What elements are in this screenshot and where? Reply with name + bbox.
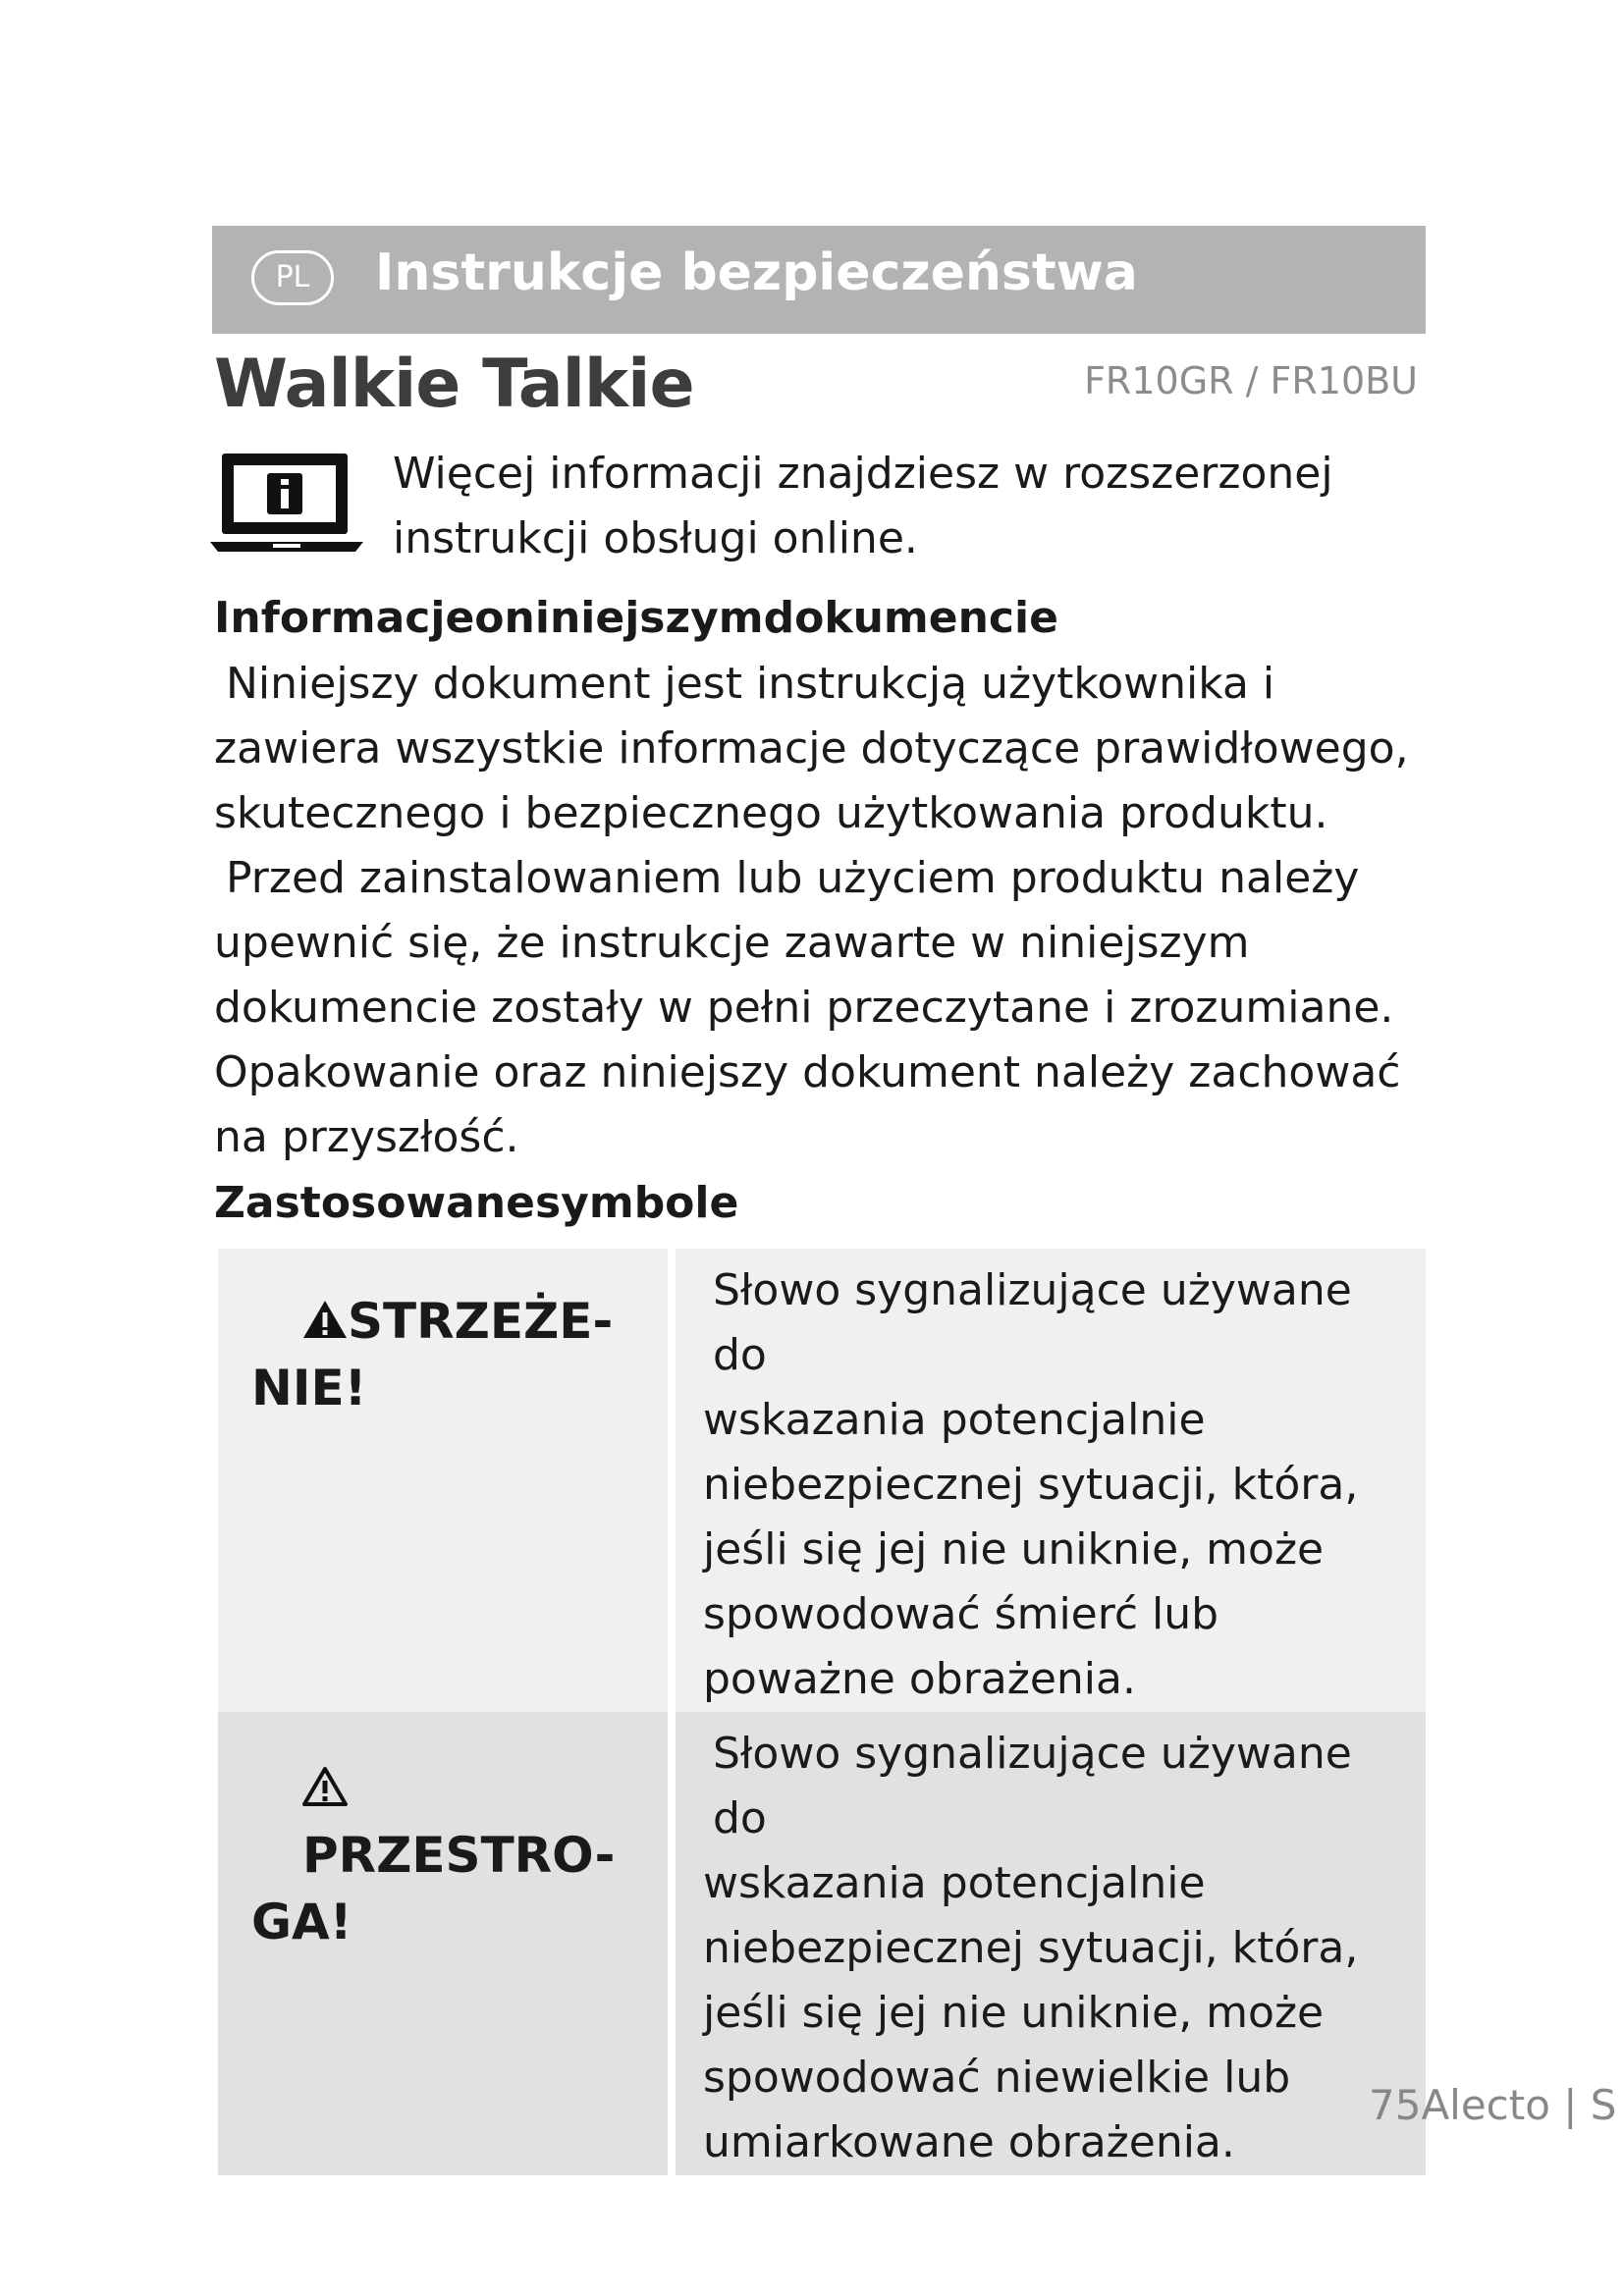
laptop-info-icon	[210, 450, 363, 558]
symbol-desc-warning-first: Słowo sygnalizujące używane do	[713, 1265, 1352, 1380]
symbols-table	[218, 1249, 1426, 2175]
header-title: Instrukcje bezpieczeństwa	[375, 243, 1138, 302]
about-document-paragraph-2: Przed zainstalowaniem lub użyciem produktu należy upewnić się, że instrukcje zawarte w niniejszym dokumencie zostały w pełni przeczytane i zrozumiane. Opakowanie oraz niniejszy dokument należy zachować na przyszłość.	[214, 853, 1401, 1162]
symbol-desc-warning	[676, 1249, 1426, 1712]
symbol-label-caution-line-1: PRZESTRO-	[302, 1827, 616, 1884]
symbol-desc-caution	[676, 1712, 1426, 2175]
symbol-label-warning	[218, 1249, 676, 1712]
product-title: Walkie Talkie	[214, 346, 694, 423]
header-band	[212, 226, 1426, 334]
language-badge: PL	[251, 250, 334, 305]
symbol-row-caution	[218, 1712, 1426, 2175]
model-code: FR10GR / FR10BU	[1084, 359, 1418, 402]
symbol-label-warning-line-1: STRZEŻE-	[348, 1293, 614, 1350]
symbol-desc-warning-rest: wskazania potencjalnie niebezpiecznej sytuacji, która, jeśli się jej nie uniknie, może spowodować śmierć lub poważne obrażenia.	[703, 1395, 1359, 1704]
symbol-row-warning	[218, 1249, 1426, 1712]
online-info-text: Więcej informacji znajdziesz w rozszerzonej instrukcji obsługi online.	[393, 449, 1333, 563]
about-document-paragraph-1: Niniejszy dokument jest instrukcją użytkownika i zawiera wszystkie informacje dotyczące prawidłowego, skutecznego i bezpiecznego użytkowania produktu.	[214, 659, 1409, 838]
symbol-desc-caution-first: Słowo sygnalizujące używane do	[713, 1729, 1352, 1843]
symbol-label-caution	[218, 1712, 676, 2175]
symbol-label-warning-line-2: NIE!	[251, 1360, 367, 1416]
page-footer: 75Alecto | S	[1369, 2081, 1617, 2129]
caution-triangle-icon	[302, 1766, 348, 1807]
about-document-heading: Informacjeoniniejszymdokumencie	[214, 593, 1058, 643]
about-document-body	[214, 652, 1432, 1170]
symbol-desc-caution-rest: wskazania potencjalnie niebezpiecznej sytuacji, która, jeśli się jej nie uniknie, może spowodować niewielkie lub umiarkowane obrażenia.	[703, 1858, 1359, 2167]
symbols-heading: Zastosowanesymbole	[214, 1178, 739, 1228]
symbol-label-caution-line-2: GA!	[251, 1894, 352, 1950]
warning-triangle-icon	[302, 1299, 348, 1340]
